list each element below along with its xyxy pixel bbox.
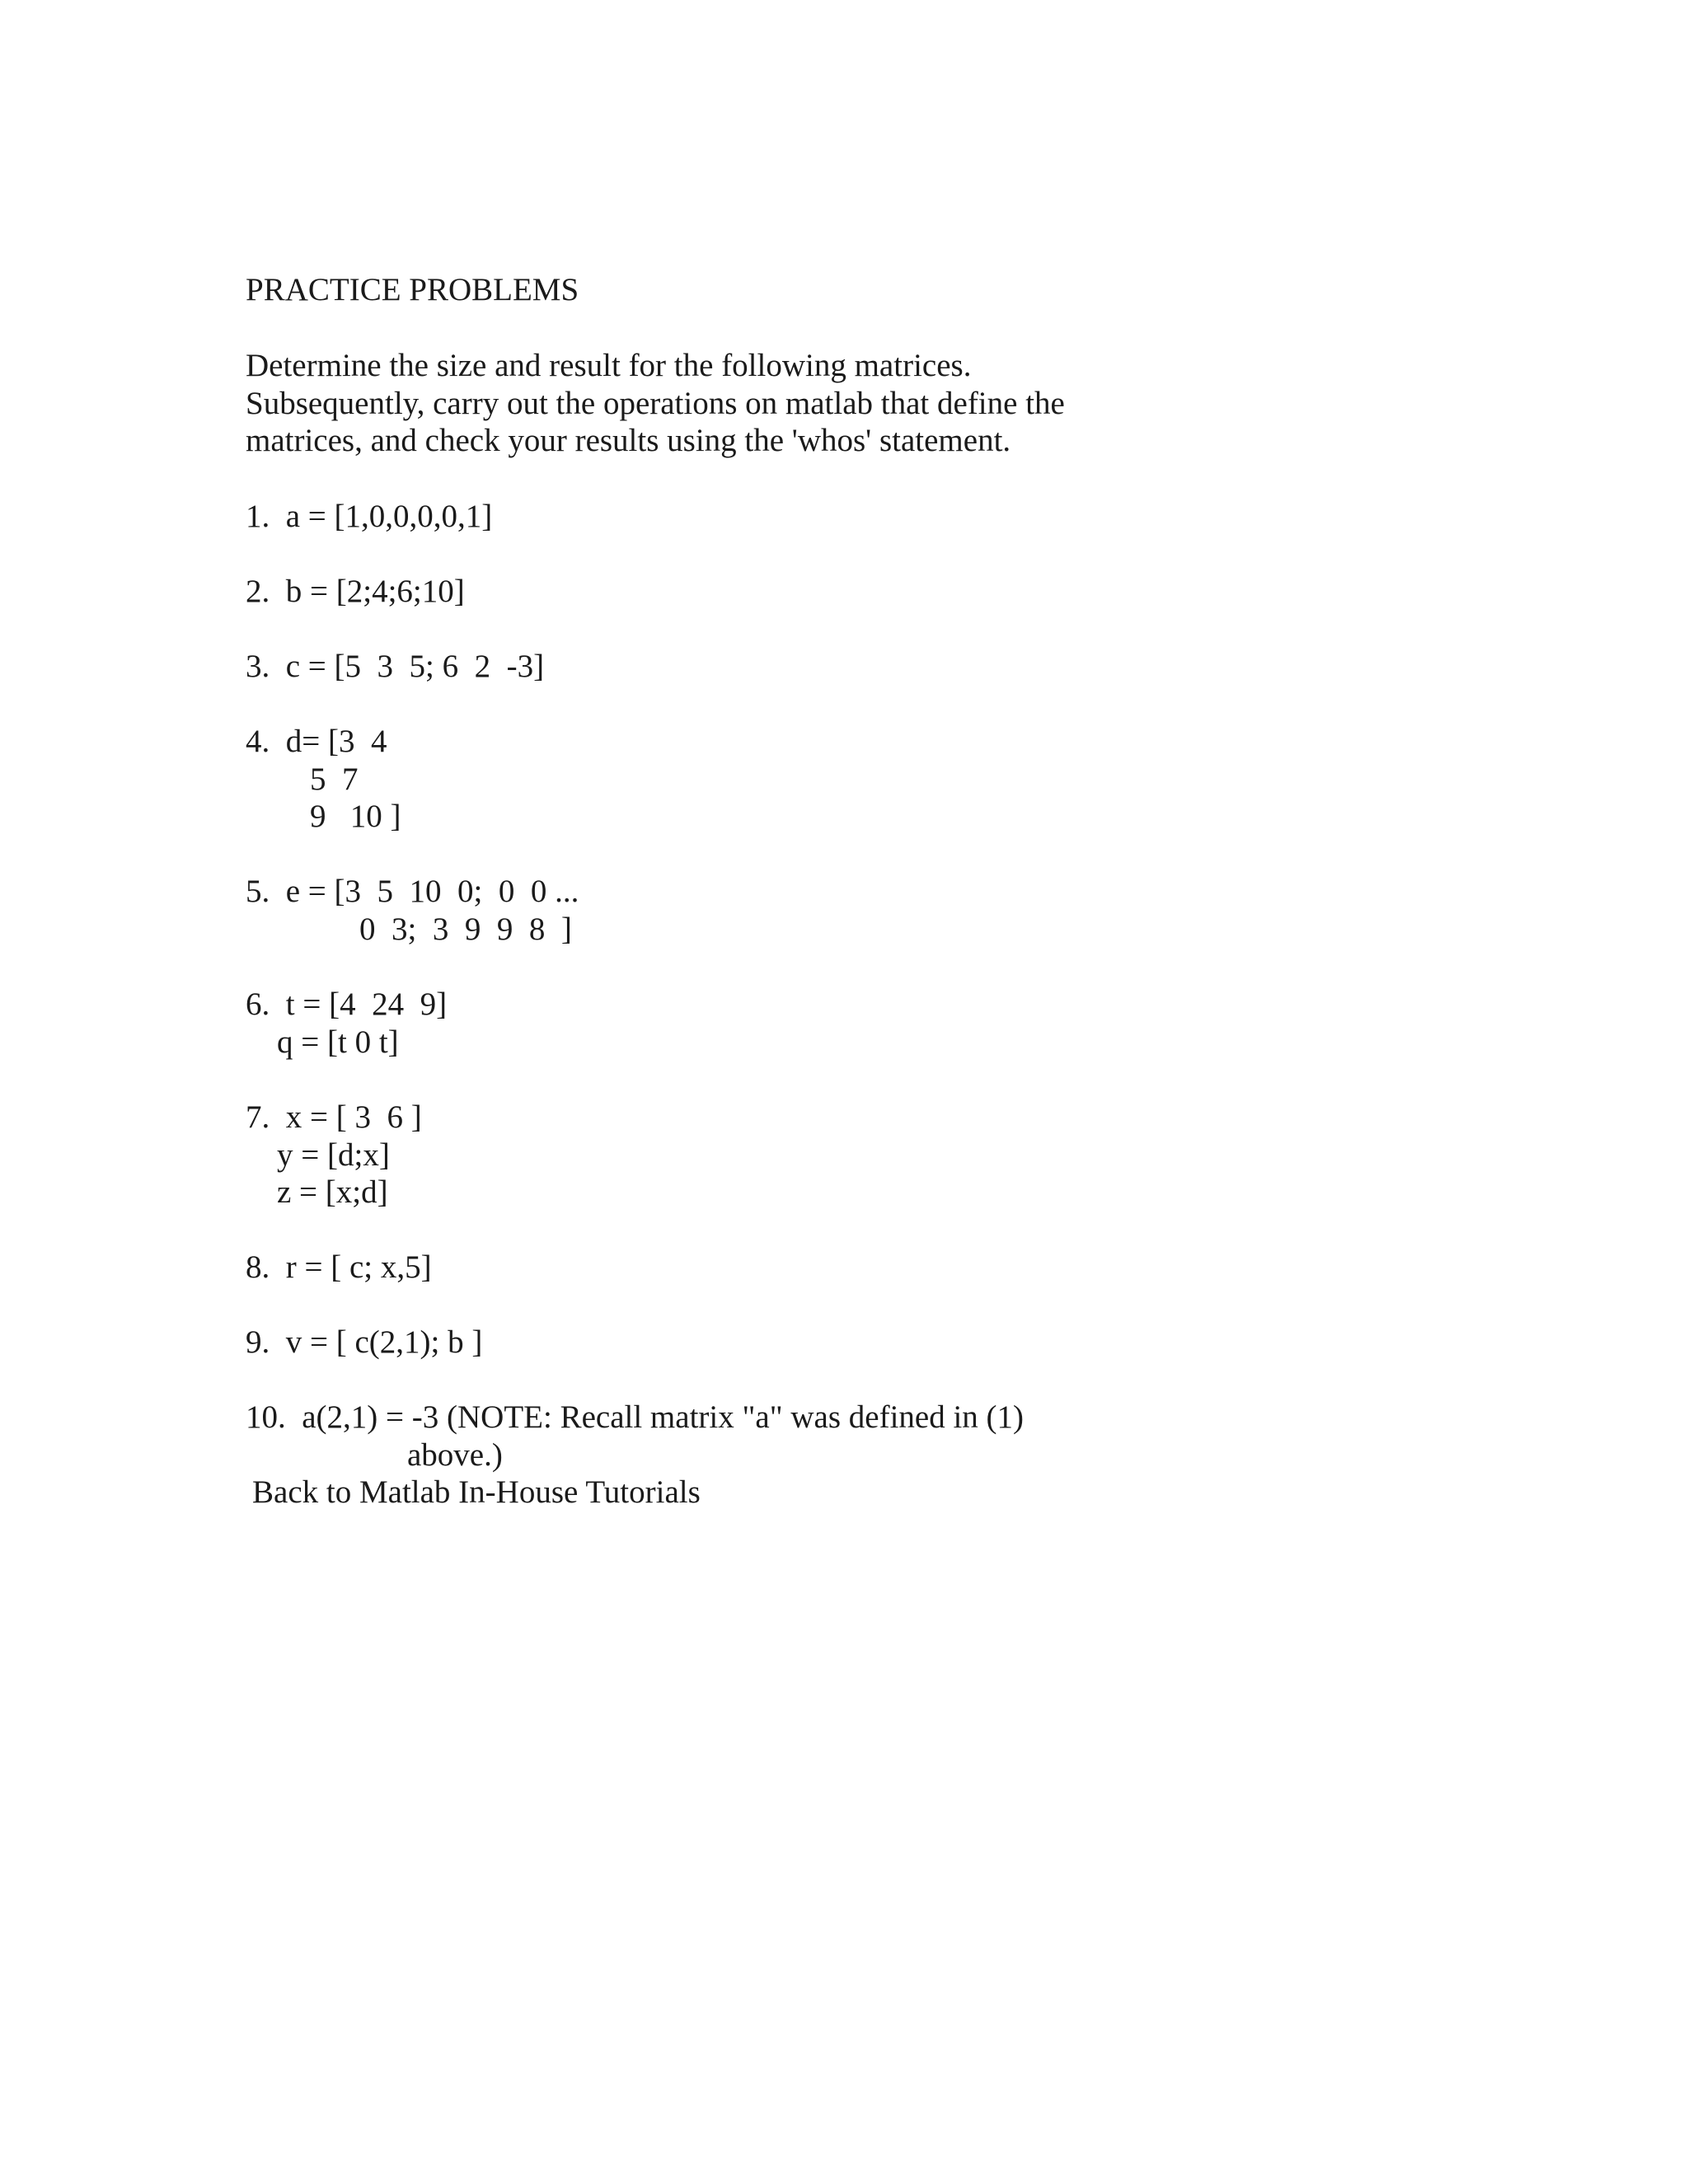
problem-6-line-2: q = [t 0 t] xyxy=(277,1024,399,1060)
problem-6: 6. t = [4 24 9] xyxy=(246,987,448,1022)
problem-10-line-2: above.) xyxy=(407,1437,503,1473)
intro-line-2: Subsequently, carry out the operations on matlab that define the xyxy=(246,386,1065,421)
back-to-tutorials-link[interactable]: Back to Matlab In-House Tutorials xyxy=(252,1474,701,1510)
problem-8: 8. r = [ c; x,5] xyxy=(246,1249,432,1285)
problem-4-line-2: 5 7 xyxy=(310,762,359,797)
problem-10: 10. a(2,1) = -3 (NOTE: Recall matrix "a" was defined in (1) xyxy=(246,1399,1025,1435)
problem-7-line-3: z = [x;d] xyxy=(277,1174,388,1210)
problem-5: 5. e = [3 5 10 0; 0 0 ... xyxy=(246,874,579,909)
problem-4: 4. d= [3 4 xyxy=(246,724,387,759)
intro-line-1: Determine the size and result for the following matrices. xyxy=(246,348,972,383)
problem-3: 3. c = [5 3 5; 6 2 -3] xyxy=(246,649,545,684)
problem-7: 7. x = [ 3 6 ] xyxy=(246,1099,422,1135)
problem-9: 9. v = [ c(2,1); b ] xyxy=(246,1324,483,1360)
problem-1: 1. a = [1,0,0,0,0,1] xyxy=(246,499,493,534)
problem-4-line-3: 9 10 ] xyxy=(310,799,401,834)
problem-5-line-2: 0 3; 3 9 9 8 ] xyxy=(359,912,572,947)
intro-line-3: matrices, and check your results using the 'whos' statement. xyxy=(246,423,1011,458)
page-title: PRACTICE PROBLEMS xyxy=(246,272,579,307)
problem-7-line-2: y = [d;x] xyxy=(277,1137,390,1173)
problem-2: 2. b = [2;4;6;10] xyxy=(246,574,465,609)
